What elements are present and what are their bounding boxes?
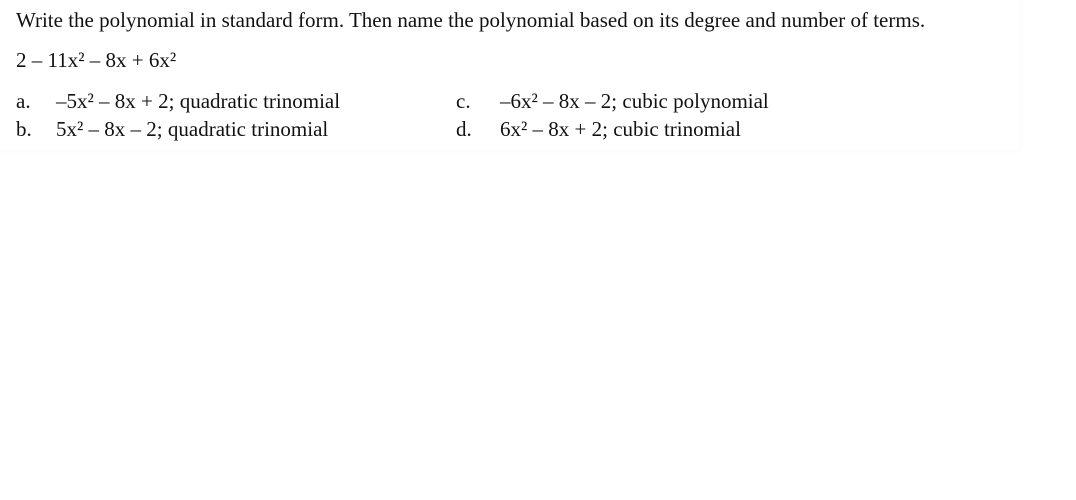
answer-choice-c[interactable] — [456, 89, 769, 114]
choice-text: 5x² – 8x – 2; quadratic trinomial — [56, 117, 329, 141]
choice-letter: c. — [456, 89, 471, 113]
answer-choice-d[interactable] — [456, 117, 741, 142]
choice-letter: d. — [456, 117, 472, 141]
answer-choice-b[interactable] — [16, 117, 328, 142]
question-prompt: Write the polynomial in standard form. Then name the polynomial based on its degree and number of terms. — [16, 8, 926, 32]
choice-text: 6x² – 8x + 2; cubic trinomial — [500, 117, 741, 141]
choice-text: –5x² – 8x + 2; quadratic trinomial — [56, 89, 341, 113]
choice-letter: a. — [16, 89, 31, 113]
answer-choice-a[interactable] — [16, 89, 340, 114]
choice-text: –6x² – 8x – 2; cubic polynomial — [500, 89, 769, 113]
question-card — [0, 0, 1020, 150]
choice-letter: b. — [16, 117, 32, 141]
polynomial-expression: 2 – 11x² – 8x + 6x² — [16, 48, 177, 72]
